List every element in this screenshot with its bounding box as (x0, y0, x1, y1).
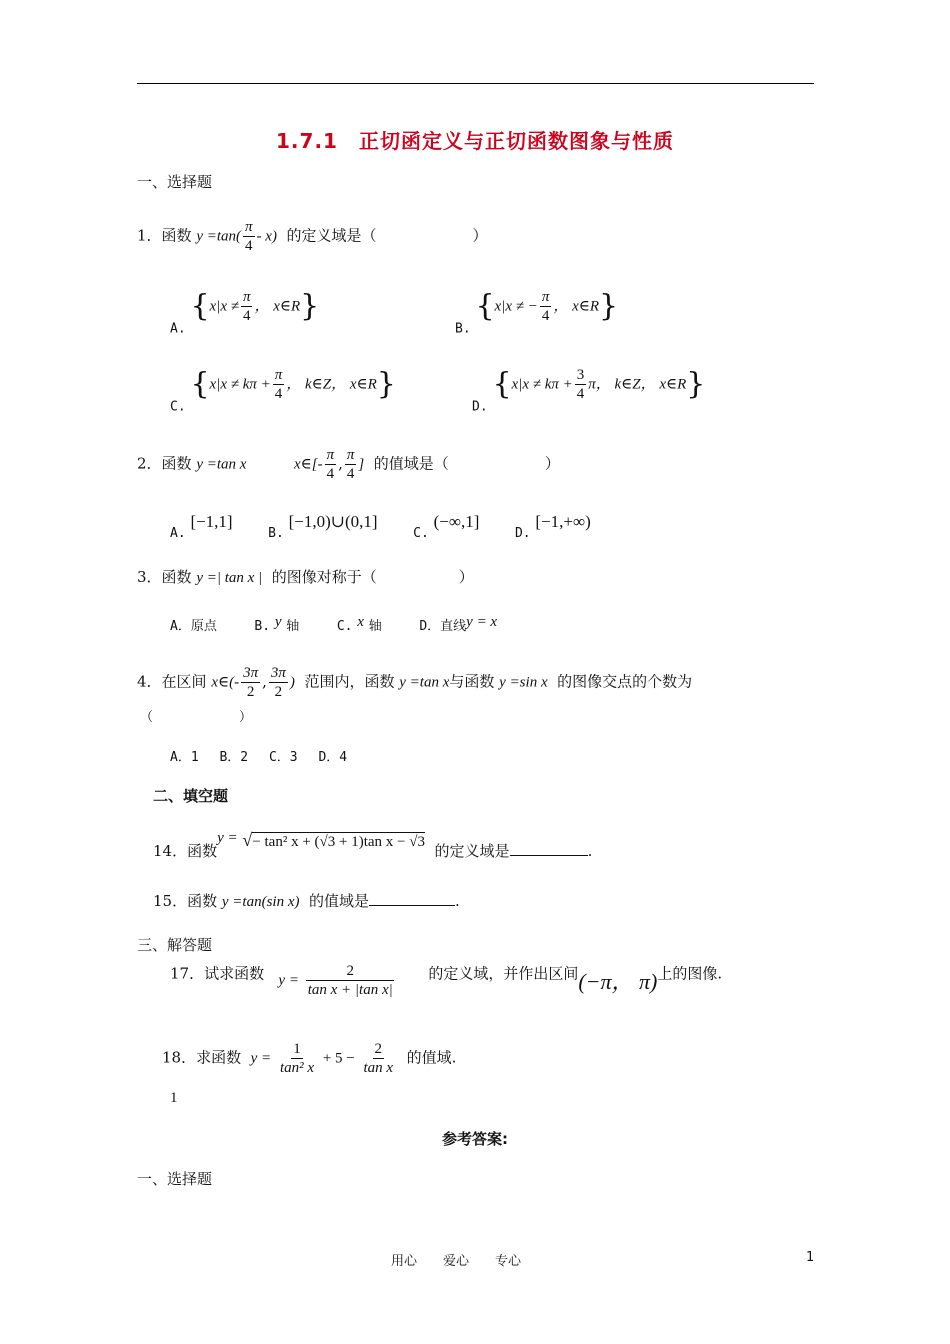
q1-text: 的定义域是（ (286, 226, 377, 245)
question-17: 17．试求函数 y = $\frac{2}{\text{tan x + |tan x|}}$ 的定义域，并作出区间(−π， π)上的图像. (170, 963, 723, 998)
q1-b-label: B. (455, 321, 471, 337)
section-ref-choice: 一、选择题 (137, 1170, 213, 1188)
q1-option-c: C. {x|x ≠ kπ + $\frac{\pi}{4}$ ， k∈Z， x∈R} (170, 366, 396, 415)
q1-close: ） (472, 226, 488, 245)
q1-c-label: C. (170, 399, 186, 415)
q14-radicand: − tan² x + (√3 + 1)tan x − √3 (252, 834, 425, 850)
q4-paren: （ ） (140, 710, 253, 725)
q3-option-a: A．原点 (170, 619, 217, 634)
q1-func: y =tan( (196, 228, 242, 245)
question-1 (137, 218, 488, 255)
q2-options: A. [−1,1] B. [−1,0)∪(0,1] C. (−∞,1] D. [−1,+∞) (170, 512, 591, 541)
q2-option-d: [−1,+∞) (535, 512, 591, 531)
q1-a-label: A. (170, 321, 186, 337)
stray-number: 1 (170, 1090, 178, 1106)
question-4: 4．在区间 x∈(- $\frac{3\pi}{2}$ , $\frac{3\pi}{2}$ ) 范围内，函数 y =tan x与函数 y =sin x 的图像交点的个数为 (137, 665, 693, 700)
q2-option-a: [−1,1] (190, 512, 233, 531)
q1-option-d: D. {x|x ≠ kπ + $\frac{3}{4}$ π， k∈Z， x∈R} (472, 366, 706, 415)
reference-answers-heading: 参考答案: (442, 1130, 508, 1148)
q1-tail: - x) (256, 228, 277, 245)
footer-text: 用心 爱心 专心 (391, 1254, 522, 1269)
header-rule (137, 83, 814, 84)
q2-option-b: [−1,0)∪(0,1] (288, 512, 378, 531)
q1-frac: $\frac{\pi}{4}$ (245, 219, 253, 254)
q4-options: A．1 B．2 C．3 D．4 (170, 750, 348, 765)
question-3: 3．函数 y =| tan x | 的图像对称于（ ） (137, 568, 474, 586)
section-answer: 三、解答题 (137, 936, 213, 954)
page-title: 1.7.1 正切函定义与正切函数图象与性质 (276, 129, 674, 153)
question-18: 18．求函数 y = $\frac{1}{\text{tan² x}}$ + 5 − $\frac{2}{\text{tan x}}$ 的值域. (162, 1041, 457, 1076)
q1-option-b: B. {x|x ≠ − $\frac{\pi}{4}$ ， x∈R} (455, 288, 619, 337)
q3-func: y =| tan x | (196, 570, 263, 586)
q1-d-label: D. (472, 399, 488, 415)
q3-options: A．原点 B. y 轴 C. x 轴 D．直线y = x (170, 614, 498, 634)
question-2: 2．函数 y =tan x x∈[- $\frac{\pi}{4}$ , $\frac{\pi}{4}$ ] 的值域是（ ） (137, 447, 560, 482)
q1-option-a: A. {x|x ≠ $\frac{\pi}{4}$ ， x∈R} (170, 288, 320, 337)
q1-number: 1．函数 (137, 226, 192, 245)
q2-option-c: (−∞,1] (433, 512, 480, 531)
q2-func: y =tan x (196, 456, 247, 473)
section-fill: 二、填空题 (153, 787, 229, 805)
page-number: 1 (806, 1250, 815, 1265)
section-choice: 一、选择题 (137, 173, 213, 191)
question-15: 15．函数 y =tan(sin x) 的值域是 . (153, 892, 460, 910)
question-14: 14．函数y = √− tan² x + (√3 + 1)tan x − √3 的定义域是 . (153, 830, 593, 860)
